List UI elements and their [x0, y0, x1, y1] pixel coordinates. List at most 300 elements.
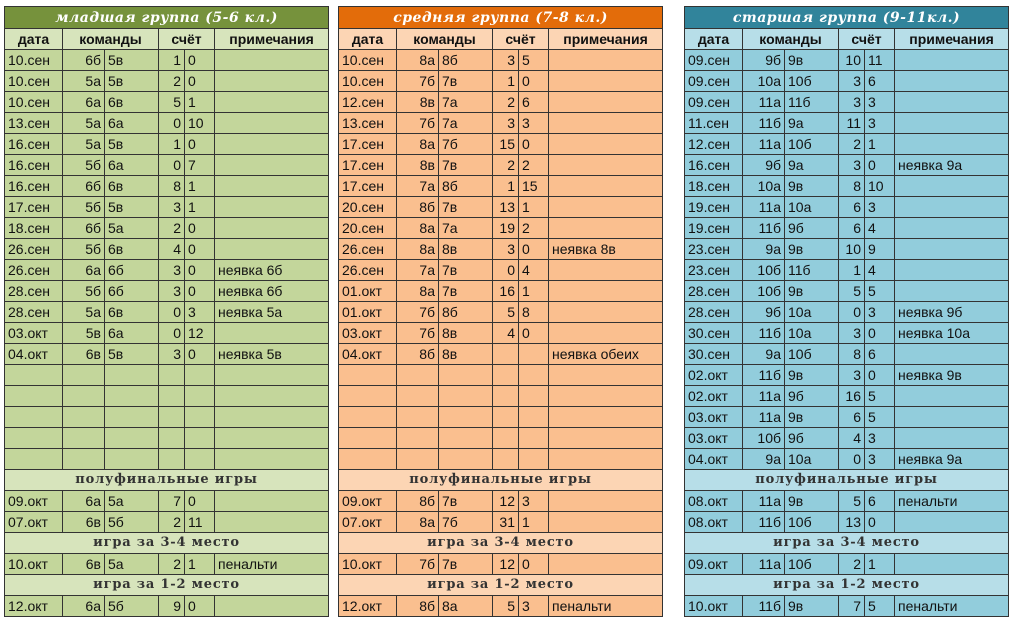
game-row — [5, 176, 329, 197]
team-home: 9а — [743, 344, 785, 365]
score-home: 6 — [839, 407, 865, 428]
game-row — [5, 344, 329, 365]
game-date: 10.сен — [5, 50, 63, 71]
group-title: средняя группа (7-8 кл.) — [339, 7, 663, 29]
game-row — [339, 113, 663, 134]
team-away: 9б — [785, 428, 839, 449]
score-away: 0 — [865, 512, 895, 533]
game-row — [5, 428, 329, 449]
game-note — [215, 491, 329, 512]
score-home — [493, 407, 519, 428]
game-note — [549, 50, 663, 71]
team-home: 11б — [743, 323, 785, 344]
team-away: 11б — [785, 260, 839, 281]
game-date: 09.окт — [5, 491, 63, 512]
game-date: 26.сен — [339, 260, 397, 281]
team-home: 9б — [743, 50, 785, 71]
team-away: 7а — [439, 92, 493, 113]
score-home: 2 — [159, 218, 185, 239]
score-home: 3 — [493, 239, 519, 260]
game-date: 10.сен — [5, 92, 63, 113]
game-date: 28.сен — [685, 302, 743, 323]
score-away: 0 — [519, 134, 549, 155]
score-home — [159, 365, 185, 386]
score-away — [519, 386, 549, 407]
game-note — [549, 365, 663, 386]
results-table — [684, 6, 1009, 617]
game-date: 17.сен — [5, 197, 63, 218]
score-home: 6 — [839, 218, 865, 239]
game-date: 20.сен — [339, 218, 397, 239]
team-away: 10б — [785, 554, 839, 575]
team-away: 9в — [785, 491, 839, 512]
score-home: 8 — [159, 176, 185, 197]
game-note — [895, 260, 1009, 281]
game-date: 28.сен — [5, 302, 63, 323]
team-home — [63, 386, 105, 407]
score-away: 3 — [185, 302, 215, 323]
score-home: 13 — [839, 512, 865, 533]
score-home: 6 — [839, 197, 865, 218]
score-away: 0 — [185, 50, 215, 71]
team-away: 10а — [785, 449, 839, 470]
game-date: 09.сен — [685, 92, 743, 113]
score-away: 0 — [519, 323, 549, 344]
game-date: 11.сен — [685, 113, 743, 134]
team-home: 8а — [397, 512, 439, 533]
score-away: 5 — [865, 596, 895, 617]
game-row — [339, 323, 663, 344]
game-note: пенальти — [895, 596, 1009, 617]
team-home — [397, 407, 439, 428]
team-home: 11а — [743, 92, 785, 113]
game-date: 13.сен — [339, 113, 397, 134]
score-home — [159, 449, 185, 470]
game-note — [549, 155, 663, 176]
score-home: 13 — [493, 197, 519, 218]
score-home: 4 — [493, 323, 519, 344]
game-note — [549, 197, 663, 218]
game-date: 26.сен — [5, 260, 63, 281]
team-away: 6в — [105, 239, 159, 260]
third-place-label: игра за 3-4 место — [685, 533, 1009, 554]
team-home: 8а — [397, 281, 439, 302]
team-away: 9а — [785, 155, 839, 176]
team-home: 5а — [63, 113, 105, 134]
team-away: 7в — [439, 260, 493, 281]
score-home: 0 — [159, 302, 185, 323]
score-home: 3 — [839, 92, 865, 113]
game-note — [549, 407, 663, 428]
game-note: неявка 6б — [215, 281, 329, 302]
game-date: 23.сен — [685, 239, 743, 260]
game-date — [339, 407, 397, 428]
game-note — [895, 197, 1009, 218]
score-away: 0 — [185, 260, 215, 281]
score-away — [185, 365, 215, 386]
team-away: 5в — [105, 71, 159, 92]
game-note — [895, 554, 1009, 575]
game-row — [685, 176, 1009, 197]
score-home: 31 — [493, 512, 519, 533]
team-home: 8б — [397, 344, 439, 365]
game-date: 09.сен — [685, 50, 743, 71]
game-row — [685, 50, 1009, 71]
team-home: 6б — [63, 176, 105, 197]
score-away: 2 — [519, 155, 549, 176]
header-teams: команды — [63, 29, 159, 50]
game-row — [339, 50, 663, 71]
score-away: 1 — [865, 134, 895, 155]
final-label-row — [685, 575, 1009, 596]
score-away: 3 — [865, 113, 895, 134]
game-row — [685, 344, 1009, 365]
team-home: 11а — [743, 386, 785, 407]
score-away: 0 — [865, 365, 895, 386]
score-home: 5 — [493, 302, 519, 323]
team-away: 9в — [785, 407, 839, 428]
team-home — [397, 449, 439, 470]
group-title: старшая группа (9-11кл.) — [685, 7, 1009, 29]
game-row — [5, 239, 329, 260]
game-row — [339, 449, 663, 470]
team-home: 11а — [743, 554, 785, 575]
team-home: 11а — [743, 134, 785, 155]
game-note: неявка 10а — [895, 323, 1009, 344]
team-home: 6а — [63, 92, 105, 113]
game-row — [685, 407, 1009, 428]
team-home: 8а — [397, 134, 439, 155]
team-away: 9а — [785, 113, 839, 134]
header-score: счёт — [839, 29, 895, 50]
score-home: 2 — [493, 155, 519, 176]
team-away — [105, 407, 159, 428]
team-away: 6б — [105, 281, 159, 302]
game-date: 01.окт — [339, 302, 397, 323]
team-home: 7б — [397, 113, 439, 134]
game-note — [549, 218, 663, 239]
team-home: 5а — [63, 302, 105, 323]
game-date: 18.сен — [5, 218, 63, 239]
team-home: 11б — [743, 596, 785, 617]
score-away: 8 — [519, 302, 549, 323]
game-note: неявка 9а — [895, 449, 1009, 470]
team-home: 10а — [743, 176, 785, 197]
game-row — [685, 512, 1009, 533]
team-away: 5в — [105, 197, 159, 218]
game-note: неявка 9а — [895, 155, 1009, 176]
team-away: 6в — [105, 176, 159, 197]
team-home: 8б — [397, 596, 439, 617]
team-away: 5а — [105, 491, 159, 512]
game-row — [685, 71, 1009, 92]
score-away: 11 — [185, 512, 215, 533]
team-home: 5б — [63, 197, 105, 218]
game-date: 09.сен — [685, 71, 743, 92]
game-note — [215, 239, 329, 260]
team-away — [105, 365, 159, 386]
team-home: 7б — [397, 71, 439, 92]
game-date: 10.окт — [685, 596, 743, 617]
game-date: 16.сен — [5, 134, 63, 155]
game-row — [339, 155, 663, 176]
score-away: 0 — [865, 155, 895, 176]
header-teams: команды — [397, 29, 493, 50]
game-note — [215, 50, 329, 71]
header-notes: примечания — [549, 29, 663, 50]
score-away — [185, 449, 215, 470]
game-date: 04.окт — [5, 344, 63, 365]
game-date: 17.сен — [339, 176, 397, 197]
game-row — [685, 302, 1009, 323]
score-home: 16 — [493, 281, 519, 302]
team-away: 9б — [785, 218, 839, 239]
score-home: 2 — [159, 512, 185, 533]
team-home — [63, 449, 105, 470]
score-away: 11 — [865, 50, 895, 71]
team-home: 7а — [397, 260, 439, 281]
score-home — [493, 449, 519, 470]
score-away: 1 — [865, 554, 895, 575]
team-away: 7б — [439, 134, 493, 155]
game-date: 12.окт — [5, 596, 63, 617]
score-away: 0 — [185, 596, 215, 617]
score-away — [185, 386, 215, 407]
game-row — [5, 512, 329, 533]
game-date — [339, 428, 397, 449]
score-away: 6 — [865, 71, 895, 92]
team-away — [439, 449, 493, 470]
score-away: 3 — [865, 197, 895, 218]
game-row — [5, 92, 329, 113]
game-date — [339, 365, 397, 386]
team-home: 5а — [63, 134, 105, 155]
game-note — [215, 323, 329, 344]
third-place-label: игра за 3-4 место — [339, 533, 663, 554]
team-home: 6а — [63, 491, 105, 512]
game-date: 13.сен — [5, 113, 63, 134]
game-date: 16.сен — [685, 155, 743, 176]
team-away: 6а — [105, 155, 159, 176]
game-row — [339, 512, 663, 533]
score-away: 0 — [519, 554, 549, 575]
score-away: 0 — [519, 239, 549, 260]
team-home: 6б — [63, 50, 105, 71]
game-date: 07.окт — [5, 512, 63, 533]
game-note — [895, 71, 1009, 92]
final-label: игра за 1-2 место — [5, 575, 329, 596]
game-date: 28.сен — [685, 281, 743, 302]
team-home: 10б — [743, 428, 785, 449]
game-note — [549, 512, 663, 533]
score-away: 3 — [519, 113, 549, 134]
team-away: 5в — [105, 134, 159, 155]
third-place-label-row — [685, 533, 1009, 554]
score-home: 10 — [839, 239, 865, 260]
team-home: 11б — [743, 512, 785, 533]
team-home: 7б — [397, 554, 439, 575]
game-note — [895, 344, 1009, 365]
score-away: 3 — [865, 449, 895, 470]
third-place-label: игра за 3-4 место — [5, 533, 329, 554]
team-home: 5в — [63, 323, 105, 344]
score-home: 12 — [493, 554, 519, 575]
score-home: 10 — [839, 50, 865, 71]
score-home: 0 — [159, 323, 185, 344]
score-away: 0 — [185, 218, 215, 239]
game-row — [5, 155, 329, 176]
team-home: 5б — [63, 155, 105, 176]
score-home: 5 — [839, 491, 865, 512]
team-away: 7в — [439, 281, 493, 302]
team-away — [439, 407, 493, 428]
team-home: 11а — [743, 197, 785, 218]
group-middle — [338, 6, 662, 617]
score-home: 1 — [159, 50, 185, 71]
score-away: 1 — [519, 512, 549, 533]
team-away — [105, 386, 159, 407]
score-away: 0 — [185, 281, 215, 302]
game-date: 19.сен — [685, 197, 743, 218]
team-away: 10а — [785, 197, 839, 218]
score-away: 15 — [519, 176, 549, 197]
game-note — [215, 428, 329, 449]
game-date: 17.сен — [339, 155, 397, 176]
game-note — [895, 407, 1009, 428]
score-home: 7 — [839, 596, 865, 617]
score-away: 7 — [185, 155, 215, 176]
game-row — [339, 302, 663, 323]
team-home: 8в — [397, 155, 439, 176]
score-home: 2 — [159, 71, 185, 92]
team-home: 8а — [397, 50, 439, 71]
game-date: 26.сен — [339, 239, 397, 260]
game-note — [549, 92, 663, 113]
team-home: 5б — [63, 239, 105, 260]
score-home: 0 — [493, 260, 519, 281]
score-home: 0 — [159, 113, 185, 134]
semifinal-label: полуфинальные игры — [5, 470, 329, 491]
game-row — [5, 302, 329, 323]
team-home: 7б — [397, 323, 439, 344]
game-date: 04.окт — [339, 344, 397, 365]
game-row — [685, 491, 1009, 512]
score-away: 0 — [185, 491, 215, 512]
group-title: младшая группа (5-6 кл.) — [5, 7, 329, 29]
team-home: 9б — [743, 155, 785, 176]
team-home: 10б — [743, 260, 785, 281]
team-home: 7б — [397, 302, 439, 323]
team-away: 5б — [105, 596, 159, 617]
team-home: 10а — [743, 71, 785, 92]
game-date: 10.сен — [339, 50, 397, 71]
team-home: 6а — [63, 596, 105, 617]
game-date — [5, 407, 63, 428]
header-teams: команды — [743, 29, 839, 50]
team-away: 6б — [105, 260, 159, 281]
game-row — [5, 449, 329, 470]
team-away: 10б — [785, 134, 839, 155]
game-row — [339, 218, 663, 239]
header-score: счёт — [159, 29, 215, 50]
score-away: 1 — [519, 197, 549, 218]
group-junior — [4, 6, 328, 617]
score-away: 9 — [865, 239, 895, 260]
game-note — [215, 134, 329, 155]
team-home — [63, 428, 105, 449]
score-home: 1 — [839, 260, 865, 281]
score-away: 3 — [519, 596, 549, 617]
game-date: 17.сен — [339, 134, 397, 155]
team-away — [439, 386, 493, 407]
game-row — [339, 134, 663, 155]
header-score: счёт — [493, 29, 549, 50]
team-away — [105, 449, 159, 470]
team-home: 6б — [63, 218, 105, 239]
score-away: 10 — [865, 176, 895, 197]
final-label: игра за 1-2 место — [685, 575, 1009, 596]
game-note — [215, 113, 329, 134]
game-note — [549, 323, 663, 344]
game-row — [685, 260, 1009, 281]
game-date: 30.сен — [685, 344, 743, 365]
game-note — [549, 260, 663, 281]
score-home: 0 — [159, 155, 185, 176]
team-away: 8а — [439, 596, 493, 617]
game-note — [549, 113, 663, 134]
team-away: 5б — [105, 512, 159, 533]
game-row — [339, 239, 663, 260]
group-senior — [684, 6, 1008, 617]
game-note: пенальти — [215, 554, 329, 575]
score-home: 3 — [493, 50, 519, 71]
game-row — [5, 407, 329, 428]
header-date: дата — [5, 29, 63, 50]
game-note — [215, 218, 329, 239]
team-home: 8а — [397, 218, 439, 239]
game-row — [5, 71, 329, 92]
game-date — [339, 386, 397, 407]
game-row — [5, 113, 329, 134]
game-row — [685, 386, 1009, 407]
game-note — [215, 449, 329, 470]
team-away — [439, 365, 493, 386]
team-home — [63, 365, 105, 386]
score-home: 0 — [839, 449, 865, 470]
game-note — [215, 92, 329, 113]
game-note — [215, 365, 329, 386]
score-away: 6 — [865, 344, 895, 365]
team-away: 8б — [439, 176, 493, 197]
team-away: 8в — [439, 323, 493, 344]
game-date — [5, 428, 63, 449]
score-away: 5 — [519, 50, 549, 71]
game-note — [215, 596, 329, 617]
game-row — [685, 239, 1009, 260]
team-away — [105, 428, 159, 449]
game-note — [215, 155, 329, 176]
score-home: 4 — [839, 428, 865, 449]
results-table — [338, 6, 663, 617]
semifinal-label: полуфинальные игры — [339, 470, 663, 491]
score-away: 10 — [185, 113, 215, 134]
team-away: 5а — [105, 554, 159, 575]
third-place-label-row — [5, 533, 329, 554]
game-date: 08.окт — [685, 512, 743, 533]
team-home: 6в — [63, 554, 105, 575]
game-row — [339, 491, 663, 512]
team-away: 8б — [439, 50, 493, 71]
